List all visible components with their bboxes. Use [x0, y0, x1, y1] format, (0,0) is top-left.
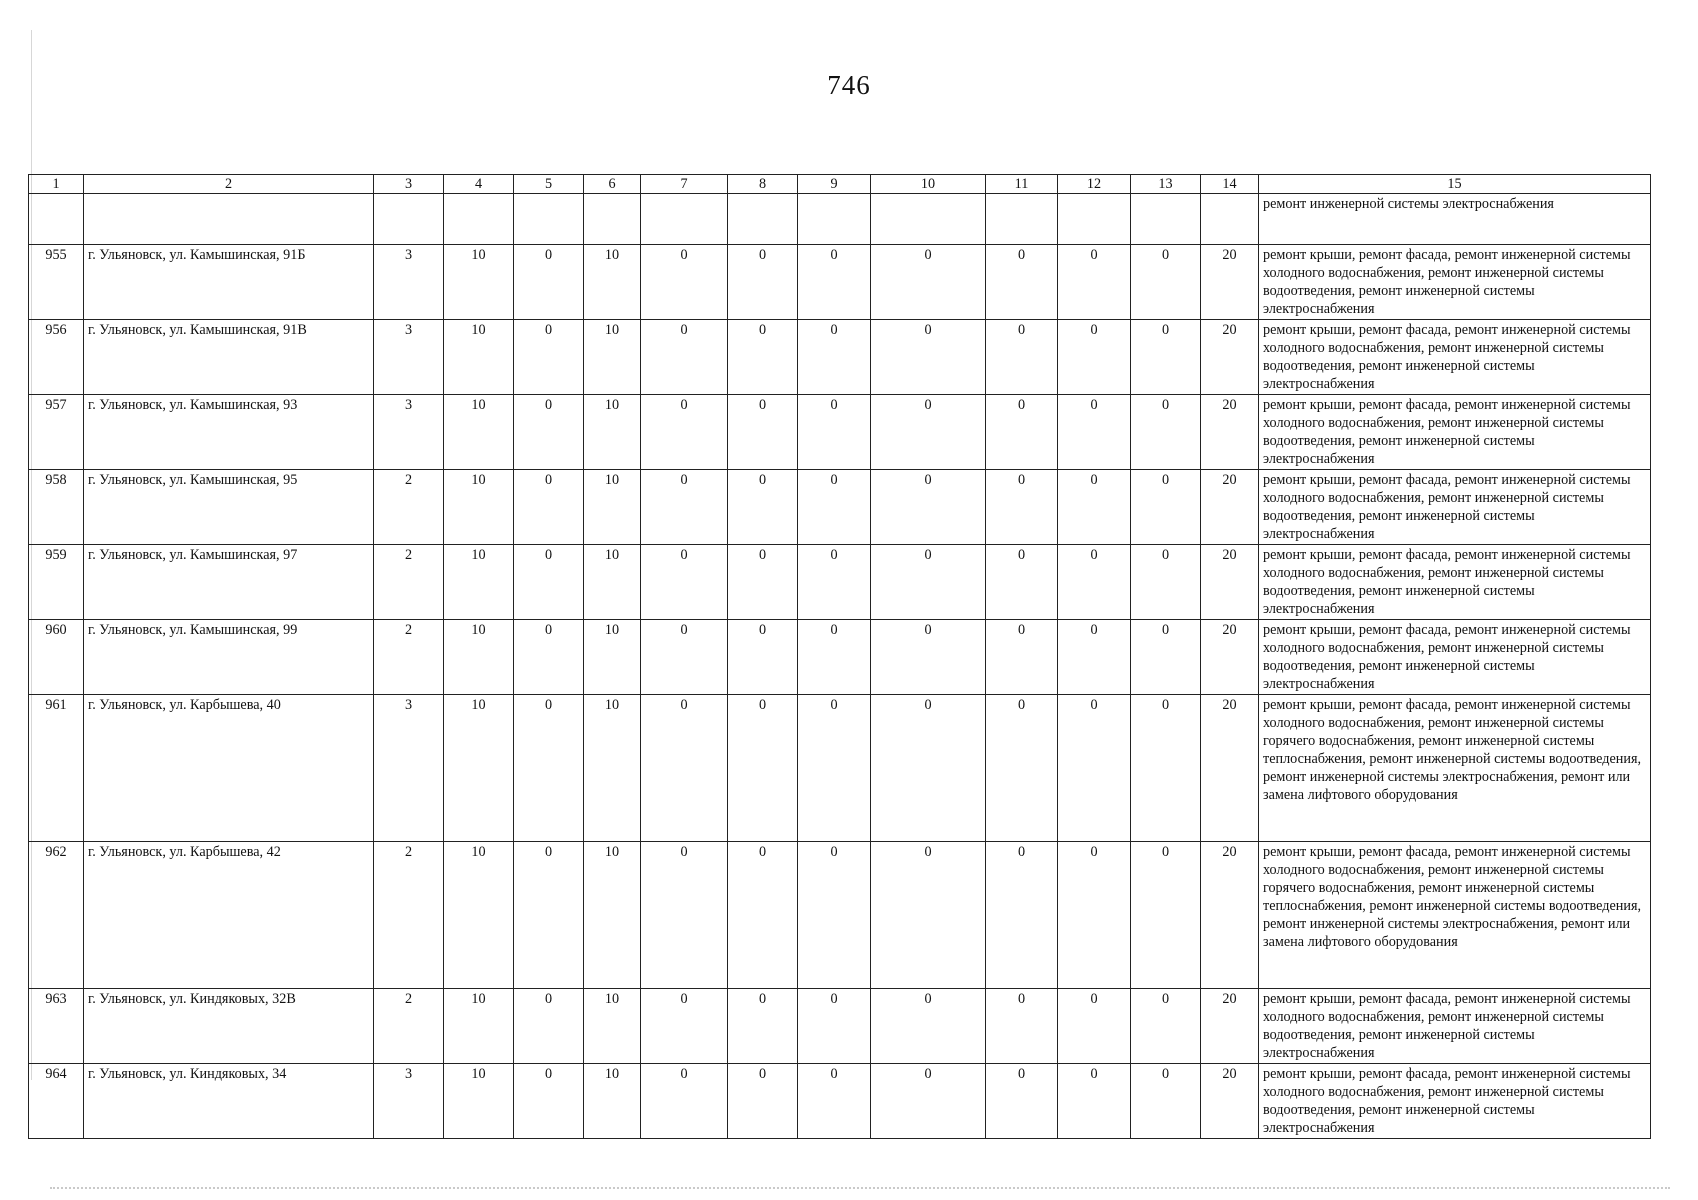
value-cell: 0: [986, 245, 1058, 320]
value-cell: 0: [1058, 989, 1131, 1064]
value-cell: 0: [1131, 545, 1201, 620]
address-cell: г. Ульяновск, ул. Камышинская, 97: [84, 545, 374, 620]
works-cell: ремонт крыши, ремонт фасада, ремонт инженерной системы холодного водоснабжения, ремонт инженерной системы водоотведения, ремонт инженерной системы электроснабжения: [1259, 245, 1651, 320]
table-row: [29, 320, 1651, 395]
value-cell: 0: [871, 989, 986, 1064]
value-cell: 0: [798, 395, 871, 470]
value-cell: 0: [986, 1064, 1058, 1139]
value-cell: 0: [798, 545, 871, 620]
col-header-4: 4: [444, 175, 514, 194]
value-cell: 10: [584, 545, 641, 620]
value-cell: 3: [374, 695, 444, 842]
row-number: 964: [29, 1064, 84, 1139]
value-cell: 0: [871, 545, 986, 620]
value-cell: 0: [641, 695, 728, 842]
value-cell: 10: [444, 620, 514, 695]
value-cell: 0: [871, 1064, 986, 1139]
table-row: [29, 842, 1651, 989]
value-cell: 10: [444, 842, 514, 989]
value-cell: 0: [1058, 1064, 1131, 1139]
table-row: [29, 1064, 1651, 1139]
works-cell: ремонт крыши, ремонт фасада, ремонт инженерной системы холодного водоснабжения, ремонт инженерной системы водоотведения, ремонт инженерной системы электроснабжения: [1259, 470, 1651, 545]
value-cell: 0: [728, 245, 798, 320]
value-cell: 0: [1131, 395, 1201, 470]
value-cell: 0: [986, 620, 1058, 695]
row-number: 960: [29, 620, 84, 695]
value-cell: 0: [514, 395, 584, 470]
value-cell: 0: [641, 989, 728, 1064]
row-number: 962: [29, 842, 84, 989]
works-cell: ремонт крыши, ремонт фасада, ремонт инженерной системы холодного водоснабжения, ремонт инженерной системы водоотведения, ремонт инженерной системы электроснабжения: [1259, 1064, 1651, 1139]
col-header-14: 14: [1201, 175, 1259, 194]
value-cell: 0: [798, 842, 871, 989]
value-cell: 0: [798, 1064, 871, 1139]
value-cell: 20: [1201, 545, 1259, 620]
table-row: [29, 470, 1651, 545]
value-cell: 20: [1201, 320, 1259, 395]
works-cell: ремонт крыши, ремонт фасада, ремонт инженерной системы холодного водоснабжения, ремонт инженерной системы горячего водоснабжения, ремонт инженерной системы теплоснабжения, ремонт инженерной системы водоотведения, ремонт инженерной системы электроснабжения, ремонт или замена лифтового оборудования: [1259, 842, 1651, 989]
value-cell: 0: [641, 395, 728, 470]
value-cell: 0: [871, 470, 986, 545]
value-cell: 10: [584, 842, 641, 989]
value-cell: 0: [641, 842, 728, 989]
address-cell: г. Ульяновск, ул. Карбышева, 40: [84, 695, 374, 842]
value-cell: 0: [514, 1064, 584, 1139]
col-header-3: 3: [374, 175, 444, 194]
value-cell: 2: [374, 470, 444, 545]
col-header-11: 11: [986, 175, 1058, 194]
value-cell: 0: [641, 620, 728, 695]
address-cell: г. Ульяновск, ул. Камышинская, 91В: [84, 320, 374, 395]
col-header-10: 10: [871, 175, 986, 194]
value-cell: 0: [1058, 470, 1131, 545]
value-cell: 0: [798, 470, 871, 545]
value-cell: 0: [514, 842, 584, 989]
value-cell: 0: [641, 245, 728, 320]
value-cell: 20: [1201, 842, 1259, 989]
value-cell: 20: [1201, 989, 1259, 1064]
value-cell: 10: [444, 320, 514, 395]
value-cell: 0: [1058, 545, 1131, 620]
value-cell: 0: [728, 989, 798, 1064]
value-cell: 10: [584, 395, 641, 470]
address-cell: г. Ульяновск, ул. Камышинская, 93: [84, 395, 374, 470]
value-cell: 0: [1131, 470, 1201, 545]
value-cell: 0: [728, 620, 798, 695]
value-cell: 3: [374, 320, 444, 395]
value-cell: 20: [1201, 245, 1259, 320]
value-cell: 0: [986, 395, 1058, 470]
column-number-header-row: [29, 175, 1651, 194]
value-cell: 0: [728, 842, 798, 989]
value-cell: 0: [1058, 320, 1131, 395]
value-cell: 0: [871, 245, 986, 320]
value-cell: 0: [1058, 620, 1131, 695]
value-cell: 0: [641, 470, 728, 545]
value-cell: 0: [728, 1064, 798, 1139]
value-cell: 10: [584, 620, 641, 695]
works-cell: ремонт крыши, ремонт фасада, ремонт инженерной системы холодного водоснабжения, ремонт инженерной системы водоотведения, ремонт инженерной системы электроснабжения: [1259, 989, 1651, 1064]
value-cell: 2: [374, 842, 444, 989]
value-cell: 0: [871, 620, 986, 695]
address-cell: г. Ульяновск, ул. Карбышева, 42: [84, 842, 374, 989]
col-header-8: 8: [728, 175, 798, 194]
value-cell: 0: [871, 395, 986, 470]
value-cell: 20: [1201, 395, 1259, 470]
value-cell: 20: [1201, 1064, 1259, 1139]
row-number: 956: [29, 320, 84, 395]
value-cell: 20: [1201, 470, 1259, 545]
value-cell: 0: [798, 320, 871, 395]
value-cell: 0: [798, 620, 871, 695]
table-row: [29, 245, 1651, 320]
value-cell: 10: [584, 320, 641, 395]
value-cell: 10: [444, 395, 514, 470]
works-cell: ремонт крыши, ремонт фасада, ремонт инженерной системы холодного водоснабжения, ремонт инженерной системы горячего водоснабжения, ремонт инженерной системы теплоснабжения, ремонт инженерной системы водоотведения, ремонт инженерной системы электроснабжения, ремонт или замена лифтового оборудования: [1259, 695, 1651, 842]
value-cell: 10: [444, 545, 514, 620]
address-cell: г. Ульяновск, ул. Камышинская, 99: [84, 620, 374, 695]
value-cell: 0: [1131, 620, 1201, 695]
value-cell: 0: [641, 545, 728, 620]
value-cell: 10: [584, 470, 641, 545]
value-cell: 0: [986, 989, 1058, 1064]
value-cell: 10: [444, 245, 514, 320]
value-cell: 0: [641, 320, 728, 395]
row-number: 958: [29, 470, 84, 545]
value-cell: 0: [514, 620, 584, 695]
value-cell: 2: [374, 545, 444, 620]
value-cell: 0: [1131, 842, 1201, 989]
value-cell: 0: [1058, 245, 1131, 320]
value-cell: 0: [871, 695, 986, 842]
col-header-13: 13: [1131, 175, 1201, 194]
value-cell: 0: [986, 320, 1058, 395]
address-cell: г. Ульяновск, ул. Киндяковых, 32В: [84, 989, 374, 1064]
row-number: 959: [29, 545, 84, 620]
value-cell: 10: [444, 989, 514, 1064]
value-cell: 0: [798, 695, 871, 842]
table-row: [29, 395, 1651, 470]
value-cell: 0: [514, 320, 584, 395]
value-cell: 0: [728, 320, 798, 395]
value-cell: 0: [514, 470, 584, 545]
value-cell: 0: [871, 320, 986, 395]
col-header-15: 15: [1259, 175, 1651, 194]
value-cell: 0: [986, 545, 1058, 620]
value-cell: 20: [1201, 695, 1259, 842]
repair-register-table: [28, 174, 1651, 1139]
value-cell: 0: [728, 545, 798, 620]
value-cell: 3: [374, 1064, 444, 1139]
value-cell: 0: [728, 470, 798, 545]
col-header-1: 1: [29, 175, 84, 194]
address-cell: г. Ульяновск, ул. Камышинская, 95: [84, 470, 374, 545]
table-row: [29, 620, 1651, 695]
value-cell: 0: [514, 695, 584, 842]
value-cell: 0: [728, 395, 798, 470]
value-cell: 0: [1131, 1064, 1201, 1139]
page-number: 746: [827, 70, 871, 100]
col-header-6: 6: [584, 175, 641, 194]
table-row: [29, 545, 1651, 620]
value-cell: 0: [871, 842, 986, 989]
value-cell: 10: [444, 695, 514, 842]
value-cell: 10: [444, 470, 514, 545]
value-cell: 10: [444, 1064, 514, 1139]
value-cell: 10: [584, 989, 641, 1064]
works-cell: ремонт крыши, ремонт фасада, ремонт инженерной системы холодного водоснабжения, ремонт инженерной системы водоотведения, ремонт инженерной системы электроснабжения: [1259, 620, 1651, 695]
table-row: [29, 695, 1651, 842]
value-cell: 0: [986, 470, 1058, 545]
value-cell: 0: [1058, 695, 1131, 842]
value-cell: 3: [374, 245, 444, 320]
value-cell: 0: [641, 1064, 728, 1139]
row-number: 957: [29, 395, 84, 470]
col-header-7: 7: [641, 175, 728, 194]
value-cell: 0: [798, 245, 871, 320]
value-cell: 2: [374, 620, 444, 695]
value-cell: 10: [584, 245, 641, 320]
value-cell: 0: [986, 842, 1058, 989]
works-cell: ремонт крыши, ремонт фасада, ремонт инженерной системы холодного водоснабжения, ремонт инженерной системы водоотведения, ремонт инженерной системы электроснабжения: [1259, 545, 1651, 620]
address-cell: г. Ульяновск, ул. Камышинская, 91Б: [84, 245, 374, 320]
table-row: [29, 989, 1651, 1064]
value-cell: 2: [374, 989, 444, 1064]
works-cell: ремонт инженерной системы электроснабжения: [1259, 194, 1651, 245]
col-header-9: 9: [798, 175, 871, 194]
scan-edge-artifact: [50, 1187, 1670, 1189]
value-cell: 0: [1131, 695, 1201, 842]
value-cell: 0: [1131, 320, 1201, 395]
value-cell: 0: [1131, 245, 1201, 320]
continuation-row: [29, 194, 1651, 245]
value-cell: 0: [514, 989, 584, 1064]
value-cell: 0: [514, 545, 584, 620]
row-number: 955: [29, 245, 84, 320]
col-header-5: 5: [514, 175, 584, 194]
col-header-12: 12: [1058, 175, 1131, 194]
value-cell: 0: [514, 245, 584, 320]
works-cell: ремонт крыши, ремонт фасада, ремонт инженерной системы холодного водоснабжения, ремонт инженерной системы водоотведения, ремонт инженерной системы электроснабжения: [1259, 395, 1651, 470]
col-header-2: 2: [84, 175, 374, 194]
value-cell: 10: [584, 1064, 641, 1139]
value-cell: 0: [728, 695, 798, 842]
works-cell: ремонт крыши, ремонт фасада, ремонт инженерной системы холодного водоснабжения, ремонт инженерной системы водоотведения, ремонт инженерной системы электроснабжения: [1259, 320, 1651, 395]
value-cell: 20: [1201, 620, 1259, 695]
value-cell: 0: [798, 989, 871, 1064]
value-cell: 0: [1131, 989, 1201, 1064]
row-number: 963: [29, 989, 84, 1064]
address-cell: г. Ульяновск, ул. Киндяковых, 34: [84, 1064, 374, 1139]
value-cell: 0: [1058, 842, 1131, 989]
value-cell: 10: [584, 695, 641, 842]
value-cell: 3: [374, 395, 444, 470]
value-cell: 0: [1058, 395, 1131, 470]
value-cell: 0: [986, 695, 1058, 842]
row-number: 961: [29, 695, 84, 842]
